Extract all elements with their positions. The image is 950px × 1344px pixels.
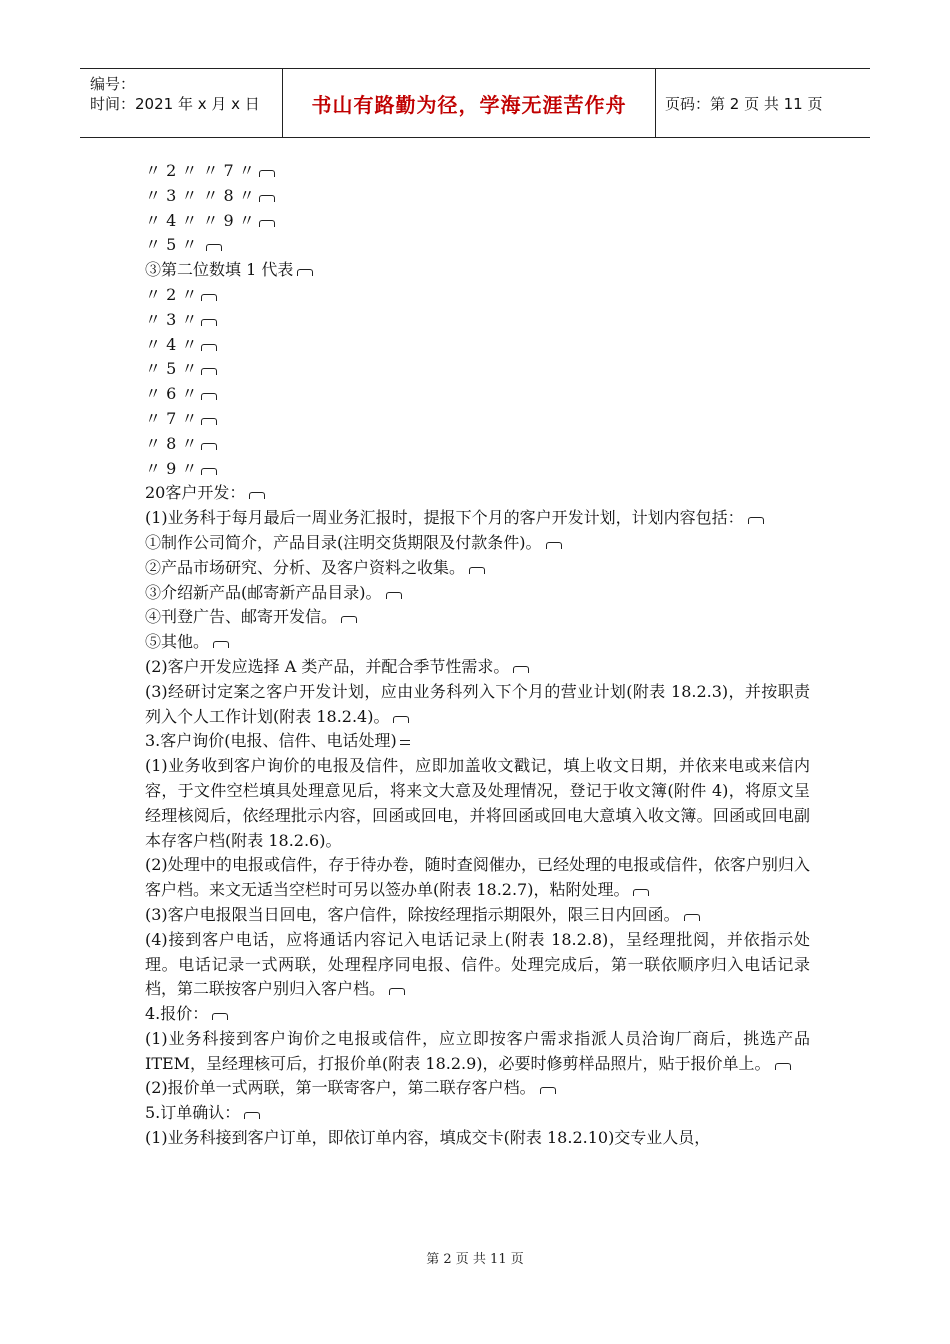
text-line xyxy=(145,680,810,730)
paragraph-mark-icon xyxy=(201,418,217,425)
paragraph-mark-icon xyxy=(259,170,275,177)
paragraph-mark-icon xyxy=(201,443,217,450)
doc-date-label: 时间：2021 年 x 月 x 日 xyxy=(90,95,260,113)
paragraph-mark-icon xyxy=(201,344,217,351)
line-text: 〃 3 〃 〃 8 〃 xyxy=(145,185,255,205)
line-text: 20客户开发： xyxy=(145,483,246,503)
page-header xyxy=(80,68,870,138)
line-text: (1)业务收到客户询价的电报及信件，应即加盖收文戳记，填上收文日期，并依来电或来信内容，于文件空栏填具处理意见后，将来文大意及处理情况，登记于收文簿(附件 4)，将原文呈经理核阅后，依经理批示内容，回函或回电，并将回函或回电大意填入收文簿。回函或回电副本存客户档(附表 18.2.6)。 xyxy=(145,756,810,850)
line-text: 〃 5 〃 xyxy=(145,235,203,255)
text-line xyxy=(145,283,810,308)
paragraph-mark-icon xyxy=(540,1087,556,1094)
text-line xyxy=(145,432,810,457)
line-text: 〃 3 〃 xyxy=(145,309,198,329)
line-text: ②产品市场研究、分析、及客户资料之收集。 xyxy=(145,557,466,577)
text-line xyxy=(145,308,810,333)
text-line xyxy=(145,333,810,358)
text-line xyxy=(145,209,810,234)
line-text: 4.报价： xyxy=(145,1004,209,1024)
text-line xyxy=(145,407,810,432)
paragraph-mark-icon xyxy=(633,889,649,896)
text-line xyxy=(145,1076,810,1101)
line-text: 〃 7 〃 xyxy=(145,408,198,428)
line-text: (2)处理中的电报或信件，存于待办卷，随时查阅催办，已经处理的电报或信件，依客户别归入客户档。来文无适当空栏时可另以签办单(附表 18.2.7)，粘附处理。 xyxy=(145,855,810,900)
line-text: 5.订单确认： xyxy=(145,1103,241,1123)
line-text: 〃 6 〃 xyxy=(145,384,198,404)
paragraph-mark-icon xyxy=(201,319,217,326)
paragraph-mark-icon xyxy=(201,468,217,475)
line-text: ⑤其他。 xyxy=(145,632,210,652)
paragraph-mark-icon xyxy=(206,244,222,251)
paragraph-mark-icon xyxy=(775,1063,791,1070)
text-line xyxy=(145,258,810,283)
text-line xyxy=(145,184,810,209)
text-line xyxy=(145,382,810,407)
text-line xyxy=(145,729,810,754)
text-line xyxy=(145,506,810,531)
text-line xyxy=(145,928,810,1002)
paragraph-mark-icon xyxy=(244,1112,260,1119)
text-line xyxy=(145,754,810,853)
text-line xyxy=(145,605,810,630)
line-text: ③第二位数填 1 代表 xyxy=(145,260,294,280)
line-text: 〃 4 〃 xyxy=(145,334,198,354)
text-line xyxy=(145,1002,810,1027)
text-line xyxy=(145,1101,810,1126)
paragraph-mark-icon xyxy=(201,294,217,301)
text-line xyxy=(145,1027,810,1077)
text-line xyxy=(145,457,810,482)
text-line xyxy=(145,655,810,680)
line-break-mark-icon xyxy=(400,740,410,745)
line-text: (2)报价单一式两联，第一联寄客户，第二联存客户档。 xyxy=(145,1078,536,1098)
line-text: 〃 2 〃 〃 7 〃 xyxy=(145,161,255,180)
paragraph-mark-icon xyxy=(546,542,562,549)
paragraph-mark-icon xyxy=(748,517,764,524)
text-line xyxy=(145,556,810,581)
line-text: (4)接到客户电话，应将通话内容记入电话记录上(附表 18.2.8)，呈经理批阅，并依指示处理。电话记录一式两联，处理程序同电报、信件。处理完成后，第一联依顺序归入电话记录档，第二联按客户别归入客户档。 xyxy=(145,929,810,999)
text-line xyxy=(145,1126,810,1151)
line-text: 3.客户询价(电报、信件、电话处理) xyxy=(145,731,397,751)
line-text: (3)经研讨定案之客户开发计划，应由业务科列入下个月的营业计划(附表 18.2.3)，并按职责列入个人工作计划(附表 18.2.4)。 xyxy=(145,681,810,726)
text-line xyxy=(145,853,810,903)
header-page-info: 页码：第 2 页 共 11 页 xyxy=(665,95,823,113)
paragraph-mark-icon xyxy=(213,641,229,648)
line-text: ③介绍新产品(邮寄新产品目录)。 xyxy=(145,582,382,602)
line-text: ④刊登广告、邮寄开发信。 xyxy=(145,607,338,627)
text-line xyxy=(145,481,810,506)
paragraph-mark-icon xyxy=(389,988,405,995)
paragraph-mark-icon xyxy=(259,220,275,227)
page-footer: 第 2 页 共 11 页 xyxy=(426,1252,524,1267)
header-meta-cell xyxy=(80,69,283,137)
line-text: 〃 8 〃 xyxy=(145,433,198,453)
line-text: (1)业务科于每月最后一周业务汇报时，提报下个月的客户开发计划，计划内容包括： xyxy=(145,508,744,528)
line-text: ①制作公司简介，产品目录(注明交货期限及付款条件)。 xyxy=(145,532,542,552)
line-text: 〃 4 〃 〃 9 〃 xyxy=(145,210,255,230)
paragraph-mark-icon xyxy=(259,195,275,202)
text-line xyxy=(145,357,810,382)
paragraph-mark-icon xyxy=(212,1013,228,1020)
line-text: (1)业务科接到客户询价之电报或信件，应立即按客户需求指派人员洽询厂商后，挑选产品 ITEM，呈经理核可后，打报价单(附表 18.2.9)，必要时修剪样品照片，贴于报价单上。 xyxy=(145,1028,810,1073)
paragraph-mark-icon xyxy=(684,914,700,921)
text-line xyxy=(145,233,810,258)
paragraph-mark-icon xyxy=(249,492,265,499)
paragraph-mark-icon xyxy=(513,666,529,673)
paragraph-mark-icon xyxy=(297,269,313,276)
paragraph-mark-icon xyxy=(469,567,485,574)
line-text: 〃 2 〃 xyxy=(145,284,198,304)
text-line xyxy=(145,903,810,928)
text-line xyxy=(145,531,810,556)
line-text: 〃 5 〃 xyxy=(145,359,198,379)
paragraph-mark-icon xyxy=(201,393,217,400)
line-text: 〃 9 〃 xyxy=(145,458,198,478)
line-text: (2)客户开发应选择 A 类产品，并配合季节性需求。 xyxy=(145,656,510,676)
text-line xyxy=(145,630,810,655)
line-text: (3)客户电报限当日回电，客户信件，除按经理指示期限外，限三日内回函。 xyxy=(145,904,680,924)
doc-number-label: 编号： xyxy=(90,75,136,93)
paragraph-mark-icon xyxy=(341,616,357,623)
text-line xyxy=(145,581,810,606)
paragraph-mark-icon xyxy=(201,368,217,375)
line-text: (1)业务科接到客户订单，即依订单内容，填成交卡(附表 18.2.10)交专业人员， xyxy=(145,1128,711,1148)
document-body xyxy=(145,159,810,1151)
text-line xyxy=(145,159,810,184)
header-slogan: 书山有路勤为径，学海无涯苦作舟 xyxy=(283,69,656,137)
paragraph-mark-icon xyxy=(393,716,409,723)
paragraph-mark-icon xyxy=(386,592,402,599)
